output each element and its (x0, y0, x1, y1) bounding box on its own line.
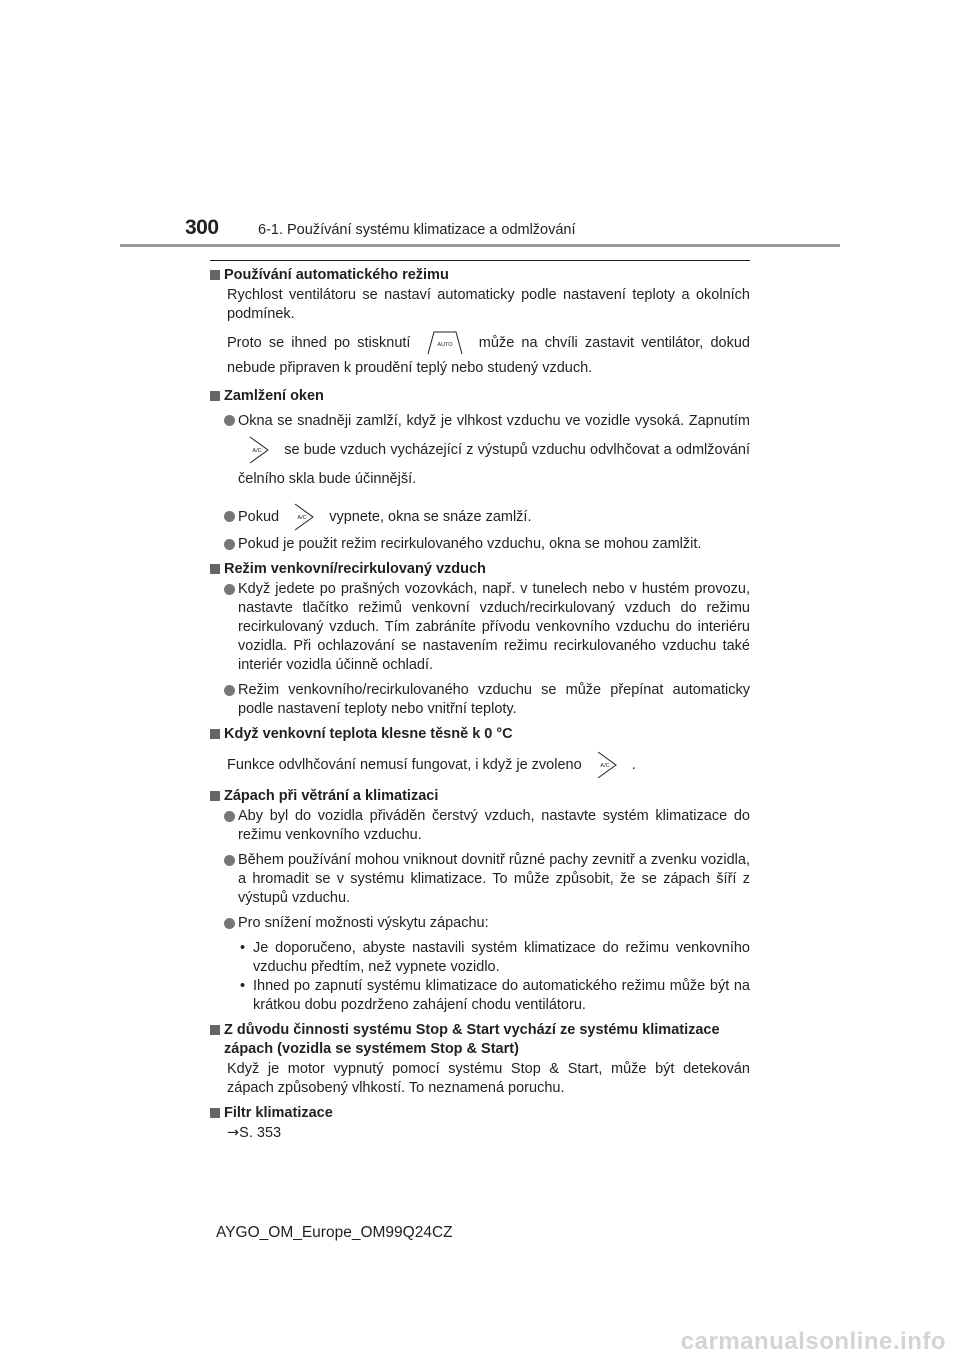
section-filter (210, 1104, 750, 1143)
circle-bullet-icon (224, 685, 235, 696)
header-rule (120, 244, 840, 247)
square-bullet-icon (210, 729, 220, 739)
section-heading: Zápach při větrání a klimatizaci (210, 787, 750, 806)
list-item: Aby byl do vozidla přiváděn čerstvý vzduch, nastavte systém klimatizace do režimu venkovního vzduchu. (210, 807, 750, 845)
watermark: carmanualsonline.info (680, 1328, 946, 1355)
svg-text:AUTO: AUTO (437, 342, 453, 348)
section-heading: Filtr klimatizace (210, 1104, 750, 1123)
svg-text:A/C: A/C (297, 515, 307, 522)
arrow-right-icon: → (227, 1125, 240, 1141)
circle-bullet-icon (224, 855, 235, 866)
content-rule (210, 260, 750, 261)
square-bullet-icon (210, 791, 220, 801)
auto-button-icon (424, 330, 466, 356)
ac-button-icon (592, 750, 622, 780)
sub-list-item: • Ihned po zapnutí systému klimatizace do automatického režimu může být na krátkou dobu pozdrženo zahájení chodu ventilátoru. (240, 978, 750, 1013)
section-low-temp (210, 725, 750, 785)
page-reference[interactable]: →S. 353 (227, 1125, 282, 1141)
circle-bullet-icon (224, 918, 235, 929)
ac-button-icon (289, 502, 319, 532)
page-content (210, 266, 750, 1149)
section-heading: Když venkovní teplota klesne těsně k 0 °C (210, 725, 750, 744)
circle-bullet-icon (224, 539, 235, 550)
ac-button-icon (244, 435, 274, 465)
paragraph: Rychlost ventilátoru se nastaví automaticky podle nastavení teploty a okolních podmínek. (227, 287, 750, 322)
list-item: Pro snížení možnosti výskytu zápachu: (210, 914, 750, 933)
svg-text:A/C: A/C (252, 448, 262, 454)
list-item: Režim venkovního/recirkulovaného vzduchu se může přepínat automaticky podle nastavení teploty nebo vnitřní teploty. (210, 681, 750, 719)
section-outside-recirc (210, 560, 750, 719)
square-bullet-icon (210, 270, 220, 280)
square-bullet-icon (210, 1108, 220, 1118)
sub-list-item: • Je doporučeno, abyste nastavili systém klimatizace do režimu venkovního vzduchu předtím, než vypnete vozidlo. (240, 940, 750, 975)
section-heading: Z důvodu činnosti systému Stop & Start vychází ze systému klimatizace zápach (vozidla se systémem Stop & Start) (210, 1021, 750, 1059)
footer-doc-code: AYGO_OM_Europe_OM99Q24CZ (216, 1224, 453, 1241)
section-fogging (210, 387, 750, 554)
list-item: Okna se snadněji zamlží, když je vlhkost vzduchu ve vozidle vysoká. Zapnutím A/C se bude vzduch vycházející z výstupů vzduchu odvlhčovat a odmlžování čelního skla bude účinnější. (210, 407, 750, 493)
paragraph: Funkce odvlhčování nemusí fungovat, i když je zvoleno A/C . (210, 745, 750, 785)
section-heading: Používání automatického režimu (210, 266, 750, 285)
list-item: Pokud A/C vypnete, okna se snáze zamlží. (210, 499, 750, 535)
paragraph: Když je motor vypnutý pomocí systému Stop & Start, může být detekován zápach způsobený vlhkostí. To neznamená poruchu. (227, 1061, 750, 1096)
list-item: Během používání mohou vniknout dovnitř různé pachy zevnitř a zvenku vozidla, a hromadit se v systému klimatizace. To může způsobit, že se zápach šíří z výstupů vzduchu. (210, 851, 750, 908)
circle-bullet-icon (224, 811, 235, 822)
circle-bullet-icon (224, 511, 235, 522)
list-item: Když jedete po prašných vozovkách, např. v tunelech nebo v hustém provozu, nastavte tlačítko režimů venkovní vzduch/recirkulovaný vzduch do režimu recirkulovaný vzduch. Tím zabráníte přívodu venkovního vzduchu do interiéru vozidla. Při ochlazování se nastavením režimu recirkulovaného vzduchu také interiér vozidla účinně ochladí. (210, 580, 750, 675)
section-odor (210, 787, 750, 1015)
page-number: 300 (185, 216, 219, 239)
list-item: Pokud je použit režim recirkulovaného vzduchu, okna se mohou zamlžit. (210, 535, 750, 554)
circle-bullet-icon (224, 584, 235, 595)
square-bullet-icon (210, 1025, 220, 1035)
section-heading: Režim venkovní/recirkulovaný vzduch (210, 560, 750, 579)
svg-text:A/C: A/C (600, 763, 610, 770)
section-heading: Zamlžení oken (210, 387, 750, 406)
paragraph: Proto se ihned po stisknutí AUTO může na chvíli zastavit ventilátor, dokud nebude připraven k proudění teplý nebo studený vzduch. (210, 330, 750, 381)
square-bullet-icon (210, 391, 220, 401)
square-bullet-icon (210, 564, 220, 574)
chapter-title: 6-1. Používání systému klimatizace a odmlžování (258, 222, 576, 238)
section-auto-mode (210, 266, 750, 381)
circle-bullet-icon (224, 415, 235, 426)
section-stop-start (210, 1021, 750, 1098)
